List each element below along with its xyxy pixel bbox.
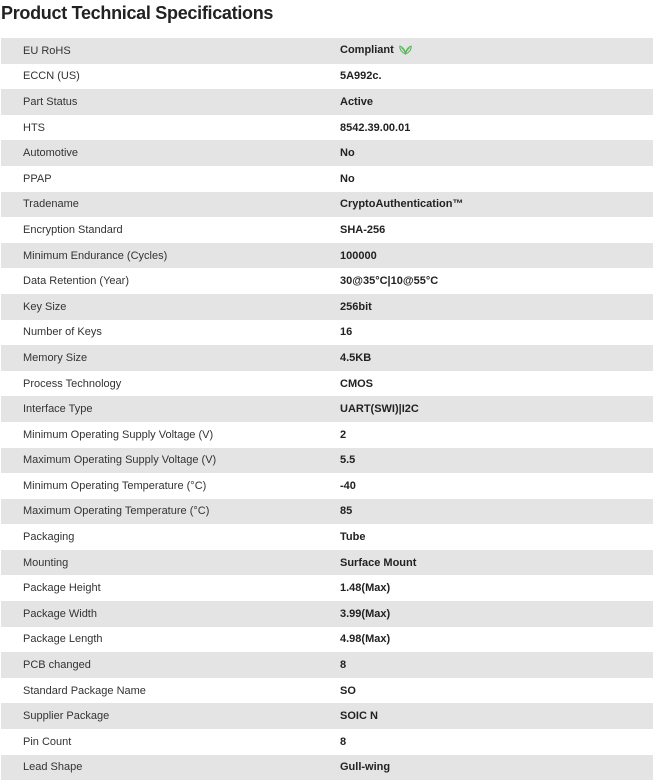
spec-value: 8 [340, 659, 347, 672]
spec-value-cell [340, 115, 653, 141]
spec-row [1, 575, 653, 601]
spec-value: Gull-wing [340, 761, 391, 774]
spec-row [1, 140, 653, 166]
spec-label: Package Height [23, 582, 101, 595]
spec-value: 16 [340, 326, 353, 339]
spec-label: ECCN (US) [23, 70, 80, 83]
spec-value: SHA-256 [340, 223, 386, 236]
spec-label: Packaging [23, 531, 75, 544]
spec-value-cell [340, 166, 653, 192]
spec-row [1, 166, 653, 192]
spec-value-cell [340, 755, 653, 781]
spec-label: Package Width [23, 607, 97, 620]
spec-label: Lead Shape [23, 761, 83, 774]
spec-row [1, 678, 653, 704]
spec-value-cell [340, 550, 653, 576]
spec-row [1, 524, 653, 550]
spec-value: 30@35°C|10@55°C [340, 275, 439, 288]
spec-value: 5A992c. [340, 70, 382, 83]
spec-row [1, 371, 653, 397]
spec-row [1, 601, 653, 627]
spec-label: Interface Type [23, 403, 93, 416]
spec-value: 1.48(Max) [340, 582, 391, 595]
leaf-icon [399, 44, 412, 59]
spec-label: PPAP [23, 172, 52, 185]
spec-label: Process Technology [23, 377, 122, 390]
spec-value: -40 [340, 479, 356, 492]
spec-value-cell [340, 473, 653, 499]
spec-value-cell [340, 448, 653, 474]
spec-value: CryptoAuthentication™ [340, 198, 464, 211]
spec-value-cell [340, 601, 653, 627]
spec-value: Tube [340, 531, 366, 544]
spec-label: Package Length [23, 633, 103, 646]
spec-row [1, 268, 653, 294]
spec-value: Active [340, 95, 374, 108]
specs-table [1, 38, 653, 780]
spec-value-cell [340, 243, 653, 269]
spec-value: No [340, 172, 355, 185]
spec-row [1, 422, 653, 448]
spec-value: Compliant [340, 43, 394, 56]
spec-value: SO [340, 684, 356, 697]
spec-row [1, 64, 653, 90]
spec-label: Memory Size [23, 351, 88, 364]
spec-label: Standard Package Name [23, 684, 146, 697]
spec-value-cell [340, 268, 653, 294]
spec-value: 4.98(Max) [340, 633, 391, 646]
spec-row [1, 38, 653, 64]
spec-label: Supplier Package [23, 710, 110, 723]
spec-label: Minimum Endurance (Cycles) [23, 249, 168, 262]
specs-table-body [1, 38, 653, 780]
spec-value: SOIC N [340, 710, 378, 723]
spec-value: 256bit [340, 300, 372, 313]
spec-row [1, 320, 653, 346]
spec-value-cell [340, 140, 653, 166]
spec-value-cell [340, 371, 653, 397]
page-title: Product Technical Specifications [1, 3, 274, 23]
spec-row [1, 703, 653, 729]
spec-row [1, 243, 653, 269]
spec-value-cell [340, 38, 653, 64]
spec-value-cell [340, 703, 653, 729]
spec-label: Number of Keys [23, 326, 102, 339]
spec-value-cell [340, 294, 653, 320]
spec-row [1, 89, 653, 115]
spec-value: No [340, 147, 355, 160]
spec-label: Minimum Operating Temperature (°C) [23, 479, 207, 492]
spec-row [1, 345, 653, 371]
spec-label: PCB changed [23, 659, 91, 672]
spec-value-cell [340, 217, 653, 243]
spec-value-cell [340, 64, 653, 90]
spec-value: 5.5 [340, 454, 356, 467]
spec-value-cell [340, 89, 653, 115]
spec-label: Tradename [23, 198, 79, 211]
spec-row [1, 550, 653, 576]
spec-row [1, 192, 653, 218]
spec-value-cell [340, 652, 653, 678]
spec-value: 3.99(Max) [340, 607, 391, 620]
spec-value: 100000 [340, 249, 377, 262]
spec-label: Pin Count [23, 735, 72, 748]
spec-row [1, 115, 653, 141]
spec-row [1, 652, 653, 678]
spec-value-cell [340, 192, 653, 218]
spec-row [1, 627, 653, 653]
spec-value: 8542.39.00.01 [340, 121, 411, 134]
spec-value-cell [340, 627, 653, 653]
spec-value-cell [340, 575, 653, 601]
spec-label: HTS [23, 121, 45, 134]
spec-row [1, 448, 653, 474]
spec-value: 4.5KB [340, 351, 372, 364]
spec-row [1, 217, 653, 243]
spec-value-cell [340, 499, 653, 525]
spec-row [1, 499, 653, 525]
spec-value: UART(SWI)|I2C [340, 403, 419, 416]
spec-row [1, 396, 653, 422]
spec-label: Maximum Operating Temperature (°C) [23, 505, 210, 518]
spec-label: Encryption Standard [23, 223, 123, 236]
spec-value-cell [340, 422, 653, 448]
spec-value-cell [340, 678, 653, 704]
spec-value: Surface Mount [340, 556, 417, 569]
spec-value: 85 [340, 505, 353, 518]
spec-row [1, 473, 653, 499]
spec-label: Mounting [23, 556, 69, 569]
spec-label: Part Status [23, 95, 78, 108]
spec-row [1, 729, 653, 755]
spec-label: Maximum Operating Supply Voltage (V) [23, 454, 217, 467]
spec-value-cell [340, 345, 653, 371]
spec-value: CMOS [340, 377, 373, 390]
spec-row [1, 755, 653, 781]
spec-label: Key Size [23, 300, 67, 313]
spec-label: EU RoHS [23, 44, 71, 57]
spec-label: Automotive [23, 147, 79, 160]
spec-value-cell [340, 729, 653, 755]
spec-row [1, 294, 653, 320]
spec-value-cell [340, 320, 653, 346]
spec-label: Minimum Operating Supply Voltage (V) [23, 428, 214, 441]
spec-label: Data Retention (Year) [23, 275, 129, 288]
spec-value-cell [340, 524, 653, 550]
spec-value: 2 [340, 428, 347, 441]
spec-value: 8 [340, 735, 347, 748]
spec-value-cell [340, 396, 653, 422]
